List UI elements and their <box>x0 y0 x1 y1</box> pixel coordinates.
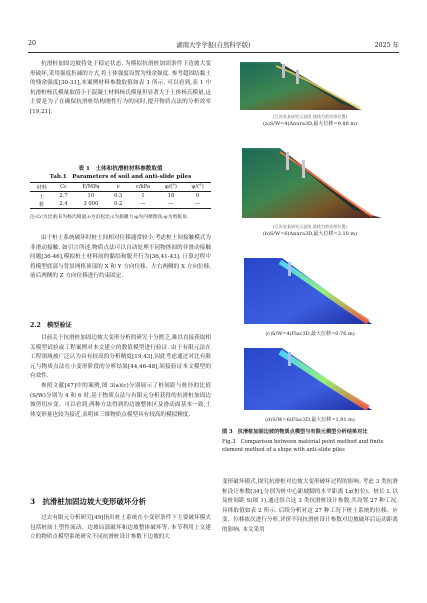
figure-3-caption-cn: 图 3 抗滑桩加固边坡的物质点模型与有限元模型分析结果对比 <box>222 429 368 435</box>
table-cell: 0 <box>195 193 200 199</box>
table-cell: — <box>194 201 201 207</box>
table-cell: — <box>140 201 146 207</box>
contact-paragraph: 由于桩土系统破坏时桩土间相对位移通常较小,考虑桩土间接触模式为非滑动接触. 如引言所述,物质点法可以自动处理不同物体间的非滑动接触问题[36-46],模拟桩土材料间的黏结和脱开行为[36,41-43]. 计算过程中将模型底部与背景网格顶部的 X 和 Y 方向位移、左右两侧的 X 方向位移,前后两侧的 Z 方向位移进行约束固定. <box>30 235 211 280</box>
figure-3b-panel <box>222 146 398 244</box>
figure-3c-image <box>222 254 398 328</box>
table-header-row <box>30 183 211 192</box>
column2-paragraph: 变形破坏模式,探究抗滑桩对边坡大变形破坏过程的影响. 考虑 3 类抗滑桩设计参数[34],分别为桩中心距坡脚的水平距离 Lx(桩位)、桩长 L 以及桩间距 S(图 1),通过组合这 3 类抗滑桩设计参数,共设置 27 种工况,具体取值如表 2 所示. 后续分析对这 27 种工况下桩土系统的位移、应变、位移依次进行分析,评价不同抗滑桩设计参数对边坡破坏后运动距离的影响. 本文采用 <box>222 479 398 533</box>
figure-3d-panel <box>222 344 398 426</box>
figure-3-caption-en: Fig.3 Comparison between material point method and finite element method of a slope with anti-slide piles <box>222 439 384 453</box>
figure-3a-source: (江苏省某研究示意图,道线为剪切带位置) <box>272 114 348 119</box>
figure-3-caption <box>222 428 398 454</box>
table-row <box>30 192 211 201</box>
header-rule <box>28 52 399 53</box>
section-2-2-heading: 2.2 模型验证 <box>30 322 72 329</box>
journal-name: 湖南大学学报(自然科学版) <box>176 42 251 49</box>
journal-year: 2025 年 <box>374 42 399 49</box>
figure-3d-caption: (d)S/W=6(Flac3D,最大位移=1.91 m) <box>265 417 355 423</box>
table-header-cell: φ/(°) <box>164 184 177 190</box>
figure-3b-caption: (b)S/W=6(Anura3D,最大位移=2.10 m) <box>262 231 358 237</box>
figure-3a-panel <box>222 58 398 128</box>
table-cell: 2.7 <box>59 193 68 199</box>
table-header-cell: E/MPa <box>82 184 100 190</box>
table-cell: — <box>168 201 174 207</box>
figure-3b-source: (江苏省某研究示意图,道线为剪切带位置) <box>272 224 348 229</box>
intro-paragraph: 抗滑桩加固边坡将处于稳定状态. 为模拟抗滑桩加固条件下边坡大变形破坏,采用强度折减的方式,将土体强度设置为残余强度. 参考超固结黏土的残余强度[30-31],本案例材料参数取值如表 1 所示. 可以看到,表 1 中抗滑桩杨氏模量取值小于混凝土材料杨氏模量但显著大于土体杨氏模量,这主要是为了在确保抗滑桩结构刚性行为的同时,提升物质点法的分析效率[19,21]. <box>30 61 211 115</box>
table-cell: 18 <box>167 193 175 199</box>
figure-3a-caption: (a)S/W=4(Anura3D,最大位移=0.88 m) <box>262 121 358 127</box>
table-1 <box>30 182 211 209</box>
table-cell: 2.4 <box>59 201 68 207</box>
table-cell: 桩 <box>39 201 45 208</box>
table-header-cell: 材料 <box>36 184 47 191</box>
figure-3b-image <box>222 146 398 224</box>
figure-3a-image <box>222 58 398 114</box>
comparison-paragraph: 参照文献[47]中的案例,图 3(a)(c)分别展示了桩间距与桩径的比值(S/W)分别为 4 和 6 时,基于物质点法与有限元分析获得的抗滑桩加固边坡剪切应变、可以看到,两种方法得到的边坡整体区及滑动面基本一致,土体变形量也较为接近,表明该三维物质点模型具有较高的模拟精度. <box>30 383 211 418</box>
figure-3c-panel <box>222 254 398 340</box>
table-note: 注:Cc为比重;E为杨氏模量;ν为泊松比;c为黏聚力;φ为内摩擦角;ψ为剪胀角. <box>30 215 189 220</box>
section-3-heading: 3 抗滑桩加固边坡大变形破坏分析 <box>30 497 147 506</box>
table-row <box>30 200 211 209</box>
page-number: 20 <box>28 40 37 47</box>
figure-3c-caption: (c)S/W=4(Flac3D,最大位移=0.76 m) <box>265 331 355 337</box>
table-cell: 3 000 <box>83 201 99 207</box>
figure-3d-image <box>222 344 398 414</box>
table-cell: 土 <box>39 193 45 200</box>
table-cell: 10 <box>87 193 95 199</box>
validation-paragraph: 目前关于抗滑桩加固边坡大变形分析的研究十分匮乏,难以直接获取相关模型试验或工程案例对本文建立的数值模型进行验证. 由于有限元法在工程领域被广泛认为具有较高的分析精度[19,43],因此考虑通过对比有限元与物质点法在小变形阶段的分析结果[44,46-48],间接验证本文模型的有效性. <box>30 335 211 380</box>
table-cell: 0.2 <box>114 201 123 207</box>
table-header-cell: Cc <box>60 184 67 190</box>
table-cell: 0.3 <box>114 193 123 199</box>
table-1-title: 表 1 土体和抗滑桩材料参数取值 Tab.1 Parameters of soil and anti-slide piles <box>49 166 192 180</box>
section-3-paragraph: 过去有限元分析研究[49]指出桩土系统在小变形条件下主要破坏模式包括桩间土塑性流动、边坡局部破坏和边坡整体破坏等. 本节利用上文建立的物质点模型系统研究不同抗滑桩设计参数下边坡的大 <box>30 515 211 541</box>
table-header-cell: ψ/(°) <box>191 184 204 190</box>
table-cell: 1 <box>141 193 145 199</box>
table-header-cell: ν <box>116 184 120 190</box>
table-header-cell: c/kPa <box>135 184 151 190</box>
